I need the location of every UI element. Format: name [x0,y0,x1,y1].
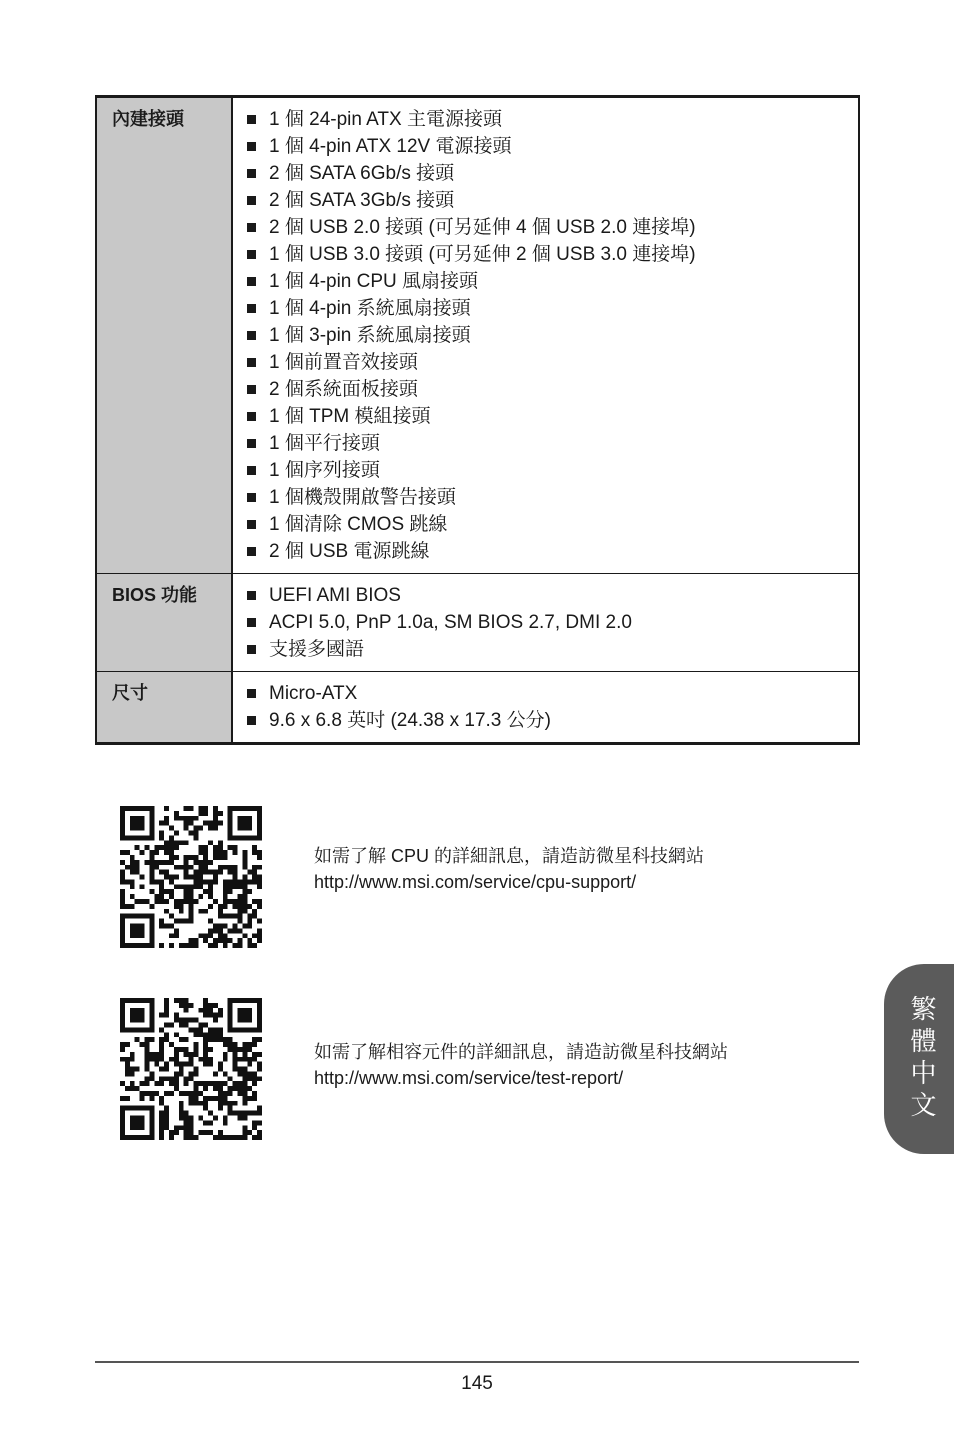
list-item [247,241,848,268]
spec-values [232,672,859,744]
list-item-text: 1 個 3-pin 系統風扇接頭 [269,325,471,346]
list-item [247,609,848,636]
list-item [247,511,848,538]
spec-list [247,582,848,663]
list-item [247,403,848,430]
square-bullet-icon [247,331,256,340]
list-item-text: 1 個 24-pin ATX 主電源接頭 [269,109,502,130]
list-item [247,187,848,214]
list-item-text: 1 個序列接頭 [269,460,380,481]
square-bullet-icon [247,520,256,529]
list-item [247,160,848,187]
list-item-text: 1 個清除 CMOS 跳線 [269,514,448,535]
square-bullet-icon [247,547,256,556]
square-bullet-icon [247,223,256,232]
square-bullet-icon [247,385,256,394]
list-item-text: 2 個 SATA 3Gb/s 接頭 [269,190,455,211]
qr-code-test-report [120,998,262,1140]
spec-table-body [96,97,859,744]
footer-divider [95,1361,859,1363]
list-item [247,582,848,609]
spec-label: 尺寸 [96,672,232,744]
list-item-text: 1 個平行接頭 [269,433,380,454]
spec-row [96,672,859,744]
list-item [247,484,848,511]
list-item [247,295,848,322]
square-bullet-icon [247,277,256,286]
square-bullet-icon [247,250,256,259]
language-label: 繁體中文 [906,995,936,1123]
spec-row [96,574,859,672]
square-bullet-icon [247,196,256,205]
list-item-text: 1 個 4-pin CPU 風扇接頭 [269,271,479,292]
list-item-text: 1 個 4-pin ATX 12V 電源接頭 [269,136,512,157]
square-bullet-icon [247,493,256,502]
list-item [247,349,848,376]
list-item-text: Micro-ATX [269,683,358,704]
list-item-text: UEFI AMI BIOS [269,585,401,606]
spec-values [232,574,859,672]
square-bullet-icon [247,412,256,421]
list-item [247,680,848,707]
square-bullet-icon [247,689,256,698]
spec-row [96,97,859,574]
square-bullet-icon [247,645,256,654]
square-bullet-icon [247,169,256,178]
square-bullet-icon [247,466,256,475]
square-bullet-icon [247,439,256,448]
qr-url[interactable]: http://www.msi.com/service/cpu-support/ [314,872,637,892]
qr-code-cpu-support [120,806,262,948]
list-item-text: 支援多國語 [269,639,365,660]
qr-caption-test-report [314,1039,728,1091]
list-item [247,133,848,160]
list-item-text: 2 個 USB 電源跳線 [269,541,430,562]
list-item [247,457,848,484]
qr-description: 如需了解 CPU 的詳細訊息，請造訪微星科技網站 [314,846,705,866]
square-bullet-icon [247,304,256,313]
list-item-text: ACPI 5.0, PnP 1.0a, SM BIOS 2.7, DMI 2.0 [269,612,632,633]
spec-list [247,680,848,734]
list-item-text: 1 個 USB 3.0 接頭 (可另延伸 2 個 USB 3.0 連接埠) [269,244,696,265]
square-bullet-icon [247,115,256,124]
spec-list [247,106,848,565]
square-bullet-icon [247,142,256,151]
list-item-text: 2 個 SATA 6Gb/s 接頭 [269,163,455,184]
square-bullet-icon [247,716,256,725]
qr-code-icon [120,998,262,1140]
list-item [247,376,848,403]
list-item [247,322,848,349]
list-item [247,430,848,457]
spec-label: BIOS 功能 [96,574,232,672]
square-bullet-icon [247,618,256,627]
list-item-text: 1 個機殼開啟警告接頭 [269,487,456,508]
list-item [247,636,848,663]
list-item-text: 1 個 TPM 模組接頭 [269,406,431,427]
list-item-text: 2 個系統面板接頭 [269,379,418,400]
list-item [247,214,848,241]
square-bullet-icon [247,358,256,367]
list-item-text: 9.6 x 6.8 英吋 (24.38 x 17.3 公分) [269,710,551,731]
spec-label: 內建接頭 [96,97,232,574]
list-item-text: 2 個 USB 2.0 接頭 (可另延伸 4 個 USB 2.0 連接埠) [269,217,696,238]
spec-values [232,97,859,574]
list-item-text: 1 個 4-pin 系統風扇接頭 [269,298,471,319]
list-item [247,106,848,133]
list-item [247,268,848,295]
page-number: 145 [461,1373,493,1394]
qr-code-icon [120,806,262,948]
language-side-tab [884,964,954,1154]
square-bullet-icon [247,591,256,600]
qr-caption-cpu-support [314,843,704,895]
list-item [247,538,848,565]
list-item-text: 1 個前置音效接頭 [269,352,418,373]
qr-description: 如需了解相容元件的詳細訊息，請造訪微星科技網站 [314,1042,728,1062]
list-item [247,707,848,734]
spec-table [95,95,860,745]
qr-url[interactable]: http://www.msi.com/service/test-report/ [314,1068,624,1088]
